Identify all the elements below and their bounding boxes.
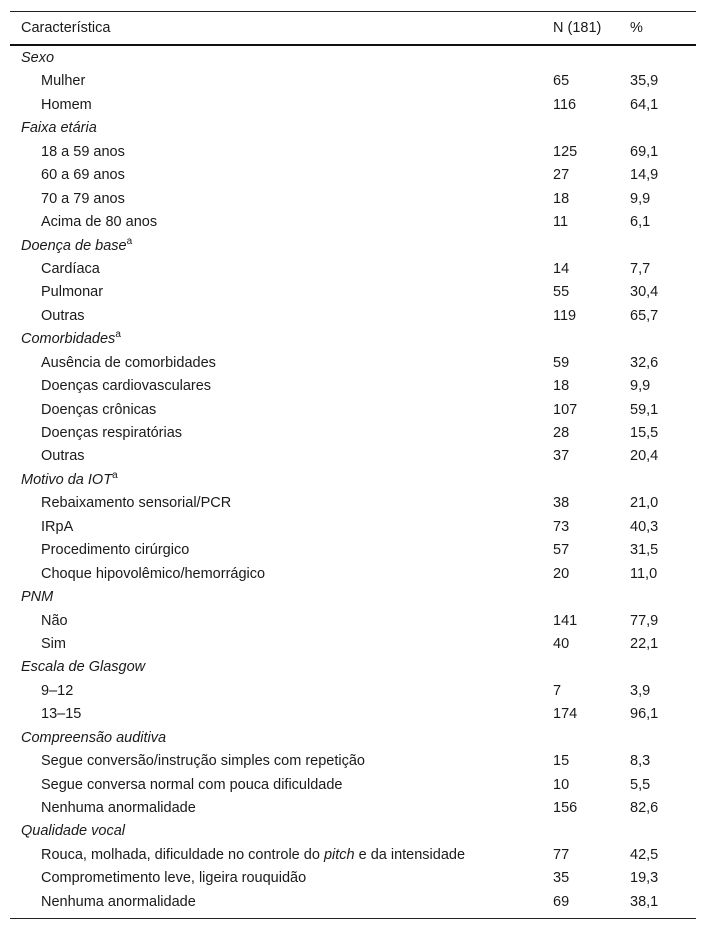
characteristic-label <box>41 680 73 703</box>
characteristic-label <box>41 375 211 398</box>
table-header <box>10 12 696 46</box>
characteristic-label <box>41 492 231 515</box>
count-value: 11 <box>553 214 569 231</box>
label-text: Motivo da IOT <box>21 471 113 488</box>
percent-value: 20,4 <box>630 448 659 465</box>
label-text: Doenças cardiovasculares <box>41 378 212 395</box>
table-row <box>10 563 696 586</box>
characteristic-label <box>41 422 182 445</box>
label-text: 18 a 59 anos <box>41 143 125 160</box>
group-header-row <box>10 47 696 70</box>
label-text: 13–15 <box>41 706 82 723</box>
percent-value: 19,3 <box>630 870 659 887</box>
count-value: 119 <box>553 307 577 324</box>
percent-value: 42,5 <box>630 846 659 863</box>
characteristic-label <box>41 445 85 468</box>
table-row <box>10 750 696 773</box>
count-value: 10 <box>553 776 570 793</box>
characteristic-label <box>21 820 125 843</box>
label-text: Choque hipovolêmico/hemorrágico <box>41 565 266 582</box>
table-row <box>10 774 696 797</box>
characteristic-label <box>41 516 73 539</box>
italic-term: pitch <box>323 846 355 863</box>
label-text: Não <box>41 612 68 629</box>
label-text: Sexo <box>21 50 55 66</box>
table-row <box>10 703 696 726</box>
percent-value: 11,0 <box>630 565 658 582</box>
characteristic-label <box>41 891 196 914</box>
label-text: Outras <box>41 307 85 324</box>
characteristic-label <box>41 610 68 633</box>
count-value: 28 <box>553 425 570 441</box>
label-text: Mulher <box>41 73 86 90</box>
count-value: 35 <box>553 870 570 887</box>
count-value: 125 <box>553 143 578 160</box>
label-text-post: e da intensidade <box>354 846 466 863</box>
label-text: Rouca, molhada, dificuldade no controle do <box>41 846 324 863</box>
table-row <box>10 680 696 703</box>
table-row <box>10 94 696 117</box>
table-row <box>10 516 696 539</box>
percent-value: 30,4 <box>630 284 659 301</box>
characteristic-label <box>21 47 54 70</box>
label-text: Compreensão auditiva <box>21 729 167 746</box>
table-row <box>10 797 696 820</box>
characteristic-label <box>21 117 97 140</box>
percent-value: 7,7 <box>630 260 651 277</box>
percent-value: 40,3 <box>630 518 659 535</box>
table-body <box>10 46 696 918</box>
percent-value: 6,1 <box>630 214 651 231</box>
label-text: 60 a 69 anos <box>41 167 125 184</box>
percent-value: 96,1 <box>630 706 659 723</box>
label-text: Procedimento cirúrgico <box>41 542 190 559</box>
percent-value: 38,1 <box>630 893 659 910</box>
label-text: Sim <box>41 635 66 652</box>
table-row <box>10 164 696 187</box>
characteristic-label <box>21 469 118 492</box>
count-value: 20 <box>553 565 570 582</box>
header-percent: % <box>630 20 643 36</box>
header-characteristic: Característica <box>21 20 111 36</box>
label-text: IRpA <box>41 518 74 535</box>
percent-value: 69,1 <box>630 143 659 160</box>
percent-value: 65,7 <box>630 307 659 324</box>
label-text: Comprometimento leve, ligeira rouquidão <box>41 870 307 887</box>
label-text: PNM <box>21 589 54 606</box>
footnote-marker: a <box>112 470 118 482</box>
characteristic-label <box>41 352 216 375</box>
table-row <box>10 352 696 375</box>
characteristic-label <box>41 563 265 586</box>
count-value: 59 <box>553 354 570 371</box>
count-value: 40 <box>553 635 570 652</box>
count-value: 18 <box>553 378 570 395</box>
characteristic-label <box>21 235 132 258</box>
table-row <box>10 141 696 164</box>
table-row <box>10 281 696 304</box>
table-row <box>10 539 696 562</box>
group-header-row <box>10 235 696 258</box>
characteristic-label <box>21 328 121 351</box>
characteristic-label <box>41 867 306 890</box>
percent-value: 82,6 <box>630 800 659 816</box>
table-row <box>10 70 696 93</box>
table-row <box>10 445 696 468</box>
table-row <box>10 422 696 445</box>
count-value: 73 <box>553 518 570 535</box>
characteristic-label <box>41 258 100 281</box>
count-value: 77 <box>553 846 570 863</box>
label-text: Comorbidades <box>21 331 116 348</box>
label-text: Pulmonar <box>41 284 104 301</box>
percent-value: 15,5 <box>630 425 659 441</box>
table-row <box>10 891 696 914</box>
count-value: 156 <box>553 800 578 816</box>
label-text: Cardíaca <box>41 260 100 277</box>
percent-value: 77,9 <box>630 612 659 629</box>
label-text: Nenhuma anormalidade <box>41 800 196 816</box>
percent-value: 8,3 <box>630 753 651 770</box>
table-row <box>10 399 696 422</box>
characteristic-label <box>41 281 103 304</box>
percent-value: 64,1 <box>630 96 659 113</box>
label-text: Doença de base <box>21 237 127 254</box>
count-value: 15 <box>553 753 570 770</box>
table-row <box>10 844 696 867</box>
percent-value: 3,9 <box>630 682 651 699</box>
label-text: Rebaixamento sensorial/PCR <box>41 495 232 512</box>
count-value: 65 <box>553 73 570 90</box>
label-text: Faixa etária <box>21 120 97 137</box>
characteristic-label <box>41 164 125 187</box>
count-value: 57 <box>553 542 570 559</box>
count-value: 107 <box>553 401 578 418</box>
table-row <box>10 188 696 211</box>
group-header-row <box>10 328 696 351</box>
label-text: 70 a 79 anos <box>41 190 125 207</box>
characteristic-label <box>41 844 465 867</box>
count-value: 7 <box>553 682 562 699</box>
group-header-row <box>10 727 696 750</box>
percent-value: 59,1 <box>630 401 659 418</box>
characteristic-label <box>41 141 125 164</box>
characteristic-label <box>41 750 365 773</box>
table-row <box>10 610 696 633</box>
count-value: 174 <box>553 706 578 723</box>
label-text: Outras <box>41 448 85 465</box>
label-text: Acima de 80 anos <box>41 214 158 231</box>
table-row <box>10 305 696 328</box>
label-text: Doenças crônicas <box>41 401 157 418</box>
characteristic-label <box>21 586 53 609</box>
label-text: Ausência de comorbidades <box>41 354 216 371</box>
characteristic-label <box>41 774 342 797</box>
footnote-marker: a <box>115 329 121 341</box>
label-text: Homem <box>41 96 92 113</box>
count-value: 37 <box>553 448 570 465</box>
group-header-row <box>10 656 696 679</box>
characteristic-label <box>41 539 189 562</box>
characteristic-label <box>21 656 145 679</box>
group-header-row <box>10 117 696 140</box>
table-row <box>10 258 696 281</box>
characteristic-label <box>41 703 81 726</box>
table-row <box>10 633 696 656</box>
characteristic-label <box>41 94 92 117</box>
percent-value: 32,6 <box>630 354 659 371</box>
characteristic-label <box>41 211 157 234</box>
characteristics-table <box>10 11 696 919</box>
percent-value: 9,9 <box>630 378 651 395</box>
count-value: 38 <box>553 495 570 512</box>
count-value: 69 <box>553 893 570 910</box>
header-n: N (181) <box>553 20 602 36</box>
characteristic-label <box>41 188 125 211</box>
label-text: Doenças respiratórias <box>41 425 183 441</box>
table-row <box>10 375 696 398</box>
table-row <box>10 492 696 515</box>
group-header-row <box>10 586 696 609</box>
group-header-row <box>10 820 696 843</box>
percent-value: 21,0 <box>630 495 659 512</box>
count-value: 14 <box>553 260 570 277</box>
footnote-marker: a <box>126 235 133 247</box>
count-value: 18 <box>553 190 570 207</box>
percent-value: 22,1 <box>630 635 659 652</box>
label-text: Segue conversão/instrução simples com repetição <box>41 753 365 770</box>
percent-value: 31,5 <box>630 542 659 559</box>
count-value: 116 <box>553 96 577 113</box>
label-text: Segue conversa normal com pouca dificuldade <box>41 776 343 793</box>
characteristic-label <box>41 305 85 328</box>
characteristic-label <box>41 70 85 93</box>
characteristic-label <box>41 633 66 656</box>
percent-value: 14,9 <box>630 167 659 184</box>
percent-value: 35,9 <box>630 73 659 90</box>
percent-value: 9,9 <box>630 190 651 207</box>
characteristic-label <box>41 797 196 820</box>
label-text: Escala de Glasgow <box>21 659 146 676</box>
table-row <box>10 867 696 890</box>
label-text: Qualidade vocal <box>21 823 125 840</box>
characteristic-label <box>41 399 156 422</box>
group-header-row <box>10 469 696 492</box>
count-value: 55 <box>553 284 570 301</box>
characteristic-label <box>21 727 166 750</box>
percent-value: 5,5 <box>630 776 651 793</box>
label-text: Nenhuma anormalidade <box>41 893 196 910</box>
count-value: 27 <box>553 167 570 184</box>
label-text: 9–12 <box>41 682 74 699</box>
count-value: 141 <box>553 612 578 629</box>
table-row <box>10 211 696 234</box>
